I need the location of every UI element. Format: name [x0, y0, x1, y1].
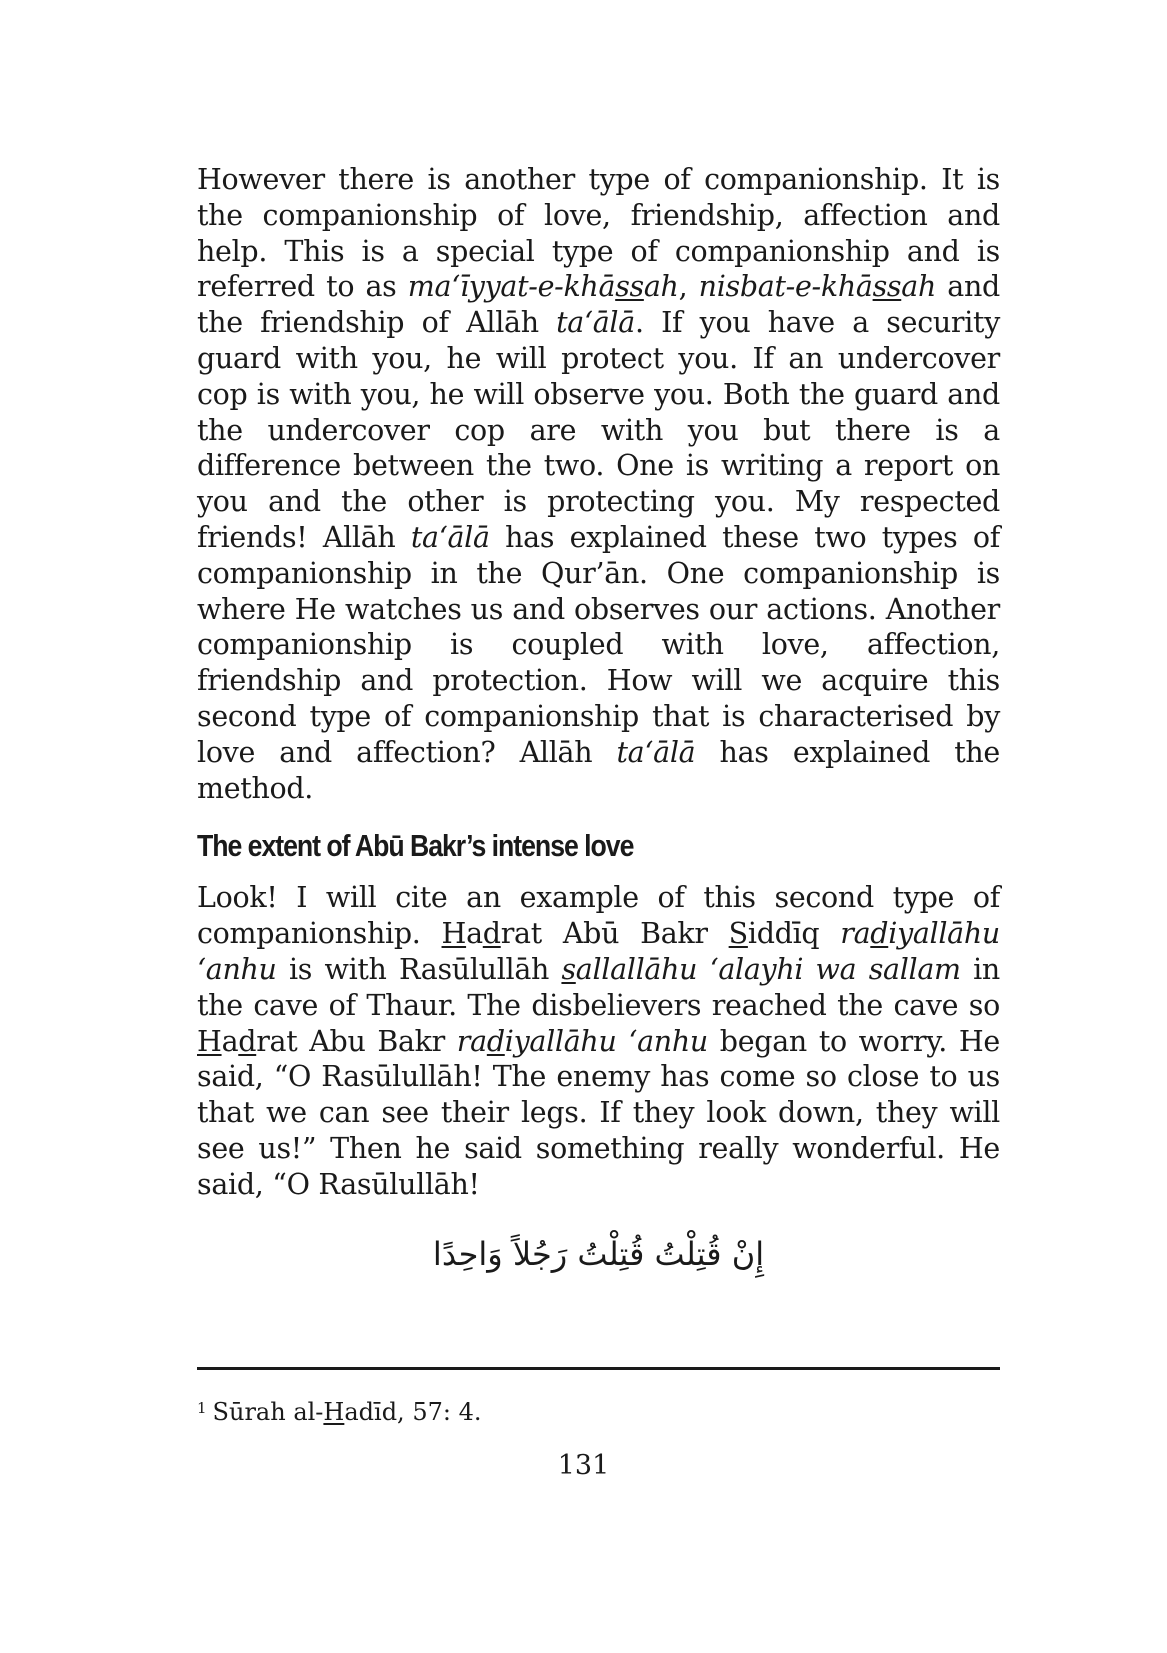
- underlined-letter: H: [197, 1024, 222, 1058]
- underlined-letter: d: [238, 1024, 257, 1058]
- footnote-marker: 1: [197, 1399, 207, 1417]
- italic-term: ta‘ālā: [556, 306, 635, 340]
- underlined-letter: d: [482, 917, 501, 951]
- underlined-letter: S: [728, 917, 748, 951]
- italic-term: ta‘ālā: [616, 735, 696, 769]
- text-run: is with Rasūlullāh: [276, 952, 562, 986]
- text-run: has explained these two types of companionship in the Qur’ān. One companionship is where He watches us and observes our actions. Another companionship is coupled with love, affection, friendship and protection. How will we acquire this second type of companionship that is characterised by love and affection? Allāh: [197, 520, 1001, 769]
- text-run: iddīq: [747, 917, 841, 951]
- text-run: a: [466, 917, 483, 951]
- text-column: [197, 162, 1000, 1279]
- italic-term: iyallāhu ‘anhu: [504, 1024, 708, 1058]
- underlined-letter: ss: [872, 270, 902, 304]
- underlined-letter: ss: [615, 270, 644, 304]
- underlined-letter: H: [323, 1398, 345, 1426]
- italic-term: ra: [456, 1024, 487, 1058]
- text-run: rat Abu Bakr: [256, 1024, 457, 1058]
- underlined-letter: s: [561, 952, 576, 986]
- text-run: rat Abū Bakr: [500, 917, 729, 951]
- page-number: 131: [557, 1450, 610, 1481]
- italic-term: ah: [901, 270, 936, 304]
- section-heading: The extent of Abū Bakr’s intense love: [197, 828, 634, 864]
- body-paragraph-abu-bakr: [197, 880, 1000, 1202]
- underlined-letter: d: [486, 1024, 505, 1058]
- italic-term: nisbat-e-khā: [698, 270, 873, 304]
- arabic-quote: إِنْ قُتِلْتُ قُتِلْتُ رَجُلاً وَاحِدًا: [432, 1234, 765, 1273]
- italic-term: ma‘īyyat-e-khā: [407, 270, 616, 304]
- footnote-divider: [197, 1367, 1000, 1370]
- italic-term: ah: [643, 270, 679, 304]
- text-run: Sūrah al-: [212, 1398, 324, 1426]
- text-run: and the friendship of Allāh: [197, 270, 1000, 340]
- underlined-letter: H: [441, 917, 467, 951]
- text-run: has explained the method.: [197, 735, 1000, 805]
- text-run: ,: [678, 270, 699, 304]
- italic-term: ra: [840, 917, 871, 951]
- underlined-letter: d: [870, 917, 889, 951]
- body-paragraph-companionship: [197, 162, 1000, 806]
- text-run: Look! I will cite an example of this second type of companionship.: [197, 881, 1000, 951]
- text-run: began to worry. He said, “O Rasūlullāh! The enemy has come so close to us that we can see their legs. If they look down, they will see us!” Then he said something really wonderful. He said, “O Rasūlullāh!: [197, 1024, 1000, 1201]
- italic-term: allallāhu ‘alayhi wa sallam: [575, 952, 961, 986]
- italic-term: iyallāhu ‘anhu: [197, 917, 1000, 986]
- footnote: [197, 1398, 481, 1426]
- text-run: adīd, 57: 4.: [344, 1398, 482, 1426]
- text-run: in the cave of Thaur. The disbelievers reached the cave so: [197, 952, 1000, 1022]
- text-run: a: [221, 1024, 239, 1058]
- text-run: However there is another type of companionship. It is the companionship of love, friendship, affection and help. This is a special type of companionship and is referred to as: [197, 163, 1000, 304]
- italic-term: ta‘ālā: [410, 520, 490, 554]
- text-run: . If you have a security guard with you, he will protect you. If an undercover cop is with you, he will observe you. Both the guard and the undercover cop are with you but there is a difference between the two. One is writing a report on you and the other is protecting you. My respected friends! Allāh: [197, 306, 1001, 554]
